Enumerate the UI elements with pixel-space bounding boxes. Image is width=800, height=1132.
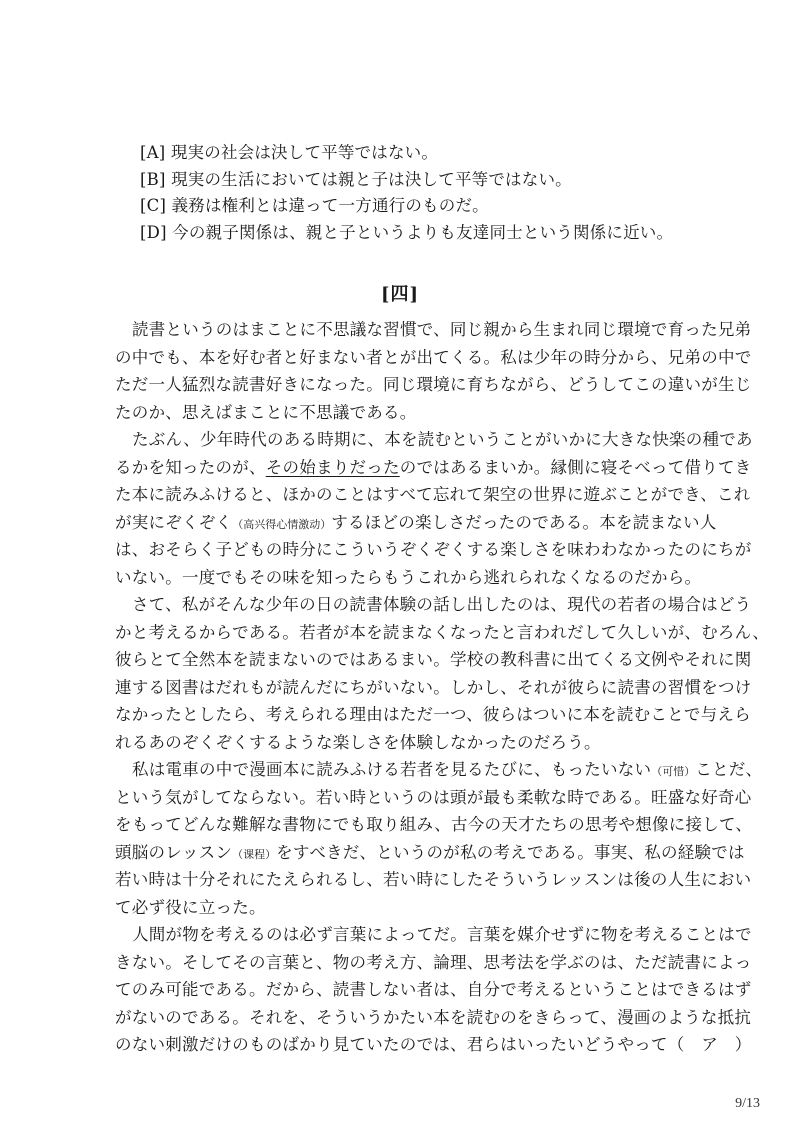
gloss-note: （可惜） (651, 765, 696, 778)
option-b (140, 167, 700, 194)
option-text: 現実の生活においては親と子は決して平等ではない。 (171, 169, 572, 189)
text-line: て必ず役に立った。 (115, 897, 266, 917)
gloss-note: （高兴得心情激动） (232, 517, 332, 531)
text-line (115, 454, 752, 482)
text-line: 人間が物を考えるのは必ず言葉によってだ。言葉を媒介せずに物を考えることはで (132, 925, 752, 944)
text-line: をもってどんな難解な書物にでも取り組み、古今の天才たちの思考や想像に接して、 (115, 815, 753, 834)
option-label: [A] (140, 143, 166, 162)
text-fragment: が実にぞくぞく (115, 512, 233, 532)
option-a (140, 140, 700, 167)
text-line (115, 509, 717, 537)
text-line: という気がしてならない。若い時というのは頭が最も柔軟な時である。旺盛な好奇心 (115, 787, 752, 807)
text-line: たぶん、少年時代のある時期に、本を読むということがいかに大きな快楽の種であ (132, 430, 753, 449)
option-label: [B] (140, 169, 166, 189)
text-fragment: のではあるまいか。縁側に寝そべって借りてき (399, 457, 752, 477)
text-line: のない刺激だけのものばかり見ていたのでは、君らはいったいどうやって（ ア ） (115, 1035, 752, 1054)
option-text: 現実の社会は決して平等ではない。 (170, 143, 439, 162)
text-fragment: 頭脳のレッスン (115, 842, 233, 862)
text-line: た本に読みふけると、ほかのことはすべて忘れて架空の世界に遊ぶことができ、これ (115, 485, 751, 504)
text-line: きない。そしてその言葉と、物の考え方、論理、思考法を学ぶのは、ただ読書によっ (115, 952, 752, 972)
text-line: てのみ可能である。だから、読書しない者は、自分で考えるということはできるはず (115, 980, 752, 999)
text-line: ただ一人猛烈な読書好きになった。同じ環境に育ちながら、どうしてこの違いが生じ (115, 375, 752, 394)
option-c (140, 193, 700, 220)
passage (115, 316, 770, 1059)
text-line: たのか、思えばまことに不思議である。 (115, 402, 417, 422)
text-line: かと考えるからである。若者が本を読まなくなったと言われだして久しいが、むろん、 (115, 622, 770, 642)
text-line: 若い時は十分それにたえられるし、若い時にしたそういうレッスンは後の人生におい (115, 870, 752, 889)
text-line: がないのである。それを、そういうかたい本を読むのをきらって、漫画のような抵抗 (115, 1007, 752, 1027)
text-fragment: ことだ、 (695, 760, 763, 779)
text-line: いない。一度でもその味を知ったらもうこれから逃れられなくなるのだから。 (115, 567, 702, 587)
option-text: 今の親子関係は、親と子というよりも友達同士という関係に近い。 (172, 222, 674, 242)
answer-options (140, 140, 700, 246)
underlined-phrase: その始まりだった (265, 457, 400, 477)
text-line: 読書というのはまことに不思議な習慣で、同じ親から生まれ同じ環境で育った兄弟 (132, 320, 752, 339)
text-line: 彼らとて全然本を読まないのではあるまい。学校の教科書に出てくる文例やそれに関 (115, 650, 752, 669)
option-d (140, 220, 700, 247)
text-fragment: をすべきだ、というのが私の考えである。事実、私の経験では (276, 842, 745, 862)
text-line: は、おそらく子どもの時分にこういうぞくぞくする楽しさを味わわなかったのにちが (115, 540, 752, 559)
text-line: さて、私がそんな少年の日の読書体験の話し出したのは、現代の若者の場合はどう (132, 595, 752, 614)
page-number: 9/13 (735, 1096, 760, 1111)
option-text: 義務は権利とは違って一方通行のものだ。 (171, 196, 489, 215)
text-fragment: るかを知ったのが、 (115, 457, 266, 477)
option-label: [D] (140, 222, 167, 242)
text-line (115, 756, 763, 784)
section-title: [四] (380, 284, 420, 305)
text-line: 連する図書はだれもが読んだにちがいない。しかし、それが彼らに読書の習慣をつけ (115, 677, 752, 697)
text-line (115, 839, 745, 867)
text-fragment: するほどの楽しさだったのである。本を読まない人 (331, 512, 717, 532)
text-line: れるあのぞくぞくするような楽しさを体験しなかったのだろう。 (115, 732, 601, 752)
text-line: の中でも、本を好む者と好まない者とが出てくる。私は少年の時分から、兄弟の中で (115, 347, 752, 367)
option-label: [C] (140, 196, 167, 215)
text-fragment: 私は電車の中で漫画本に読みふける若者を見るたびに、もったいない (132, 760, 652, 779)
gloss-note: （课程） (232, 847, 277, 861)
text-line: なかったとしたら、考えられる理由はただ一つ、彼らはついに本を読むことで与えら (115, 705, 751, 724)
